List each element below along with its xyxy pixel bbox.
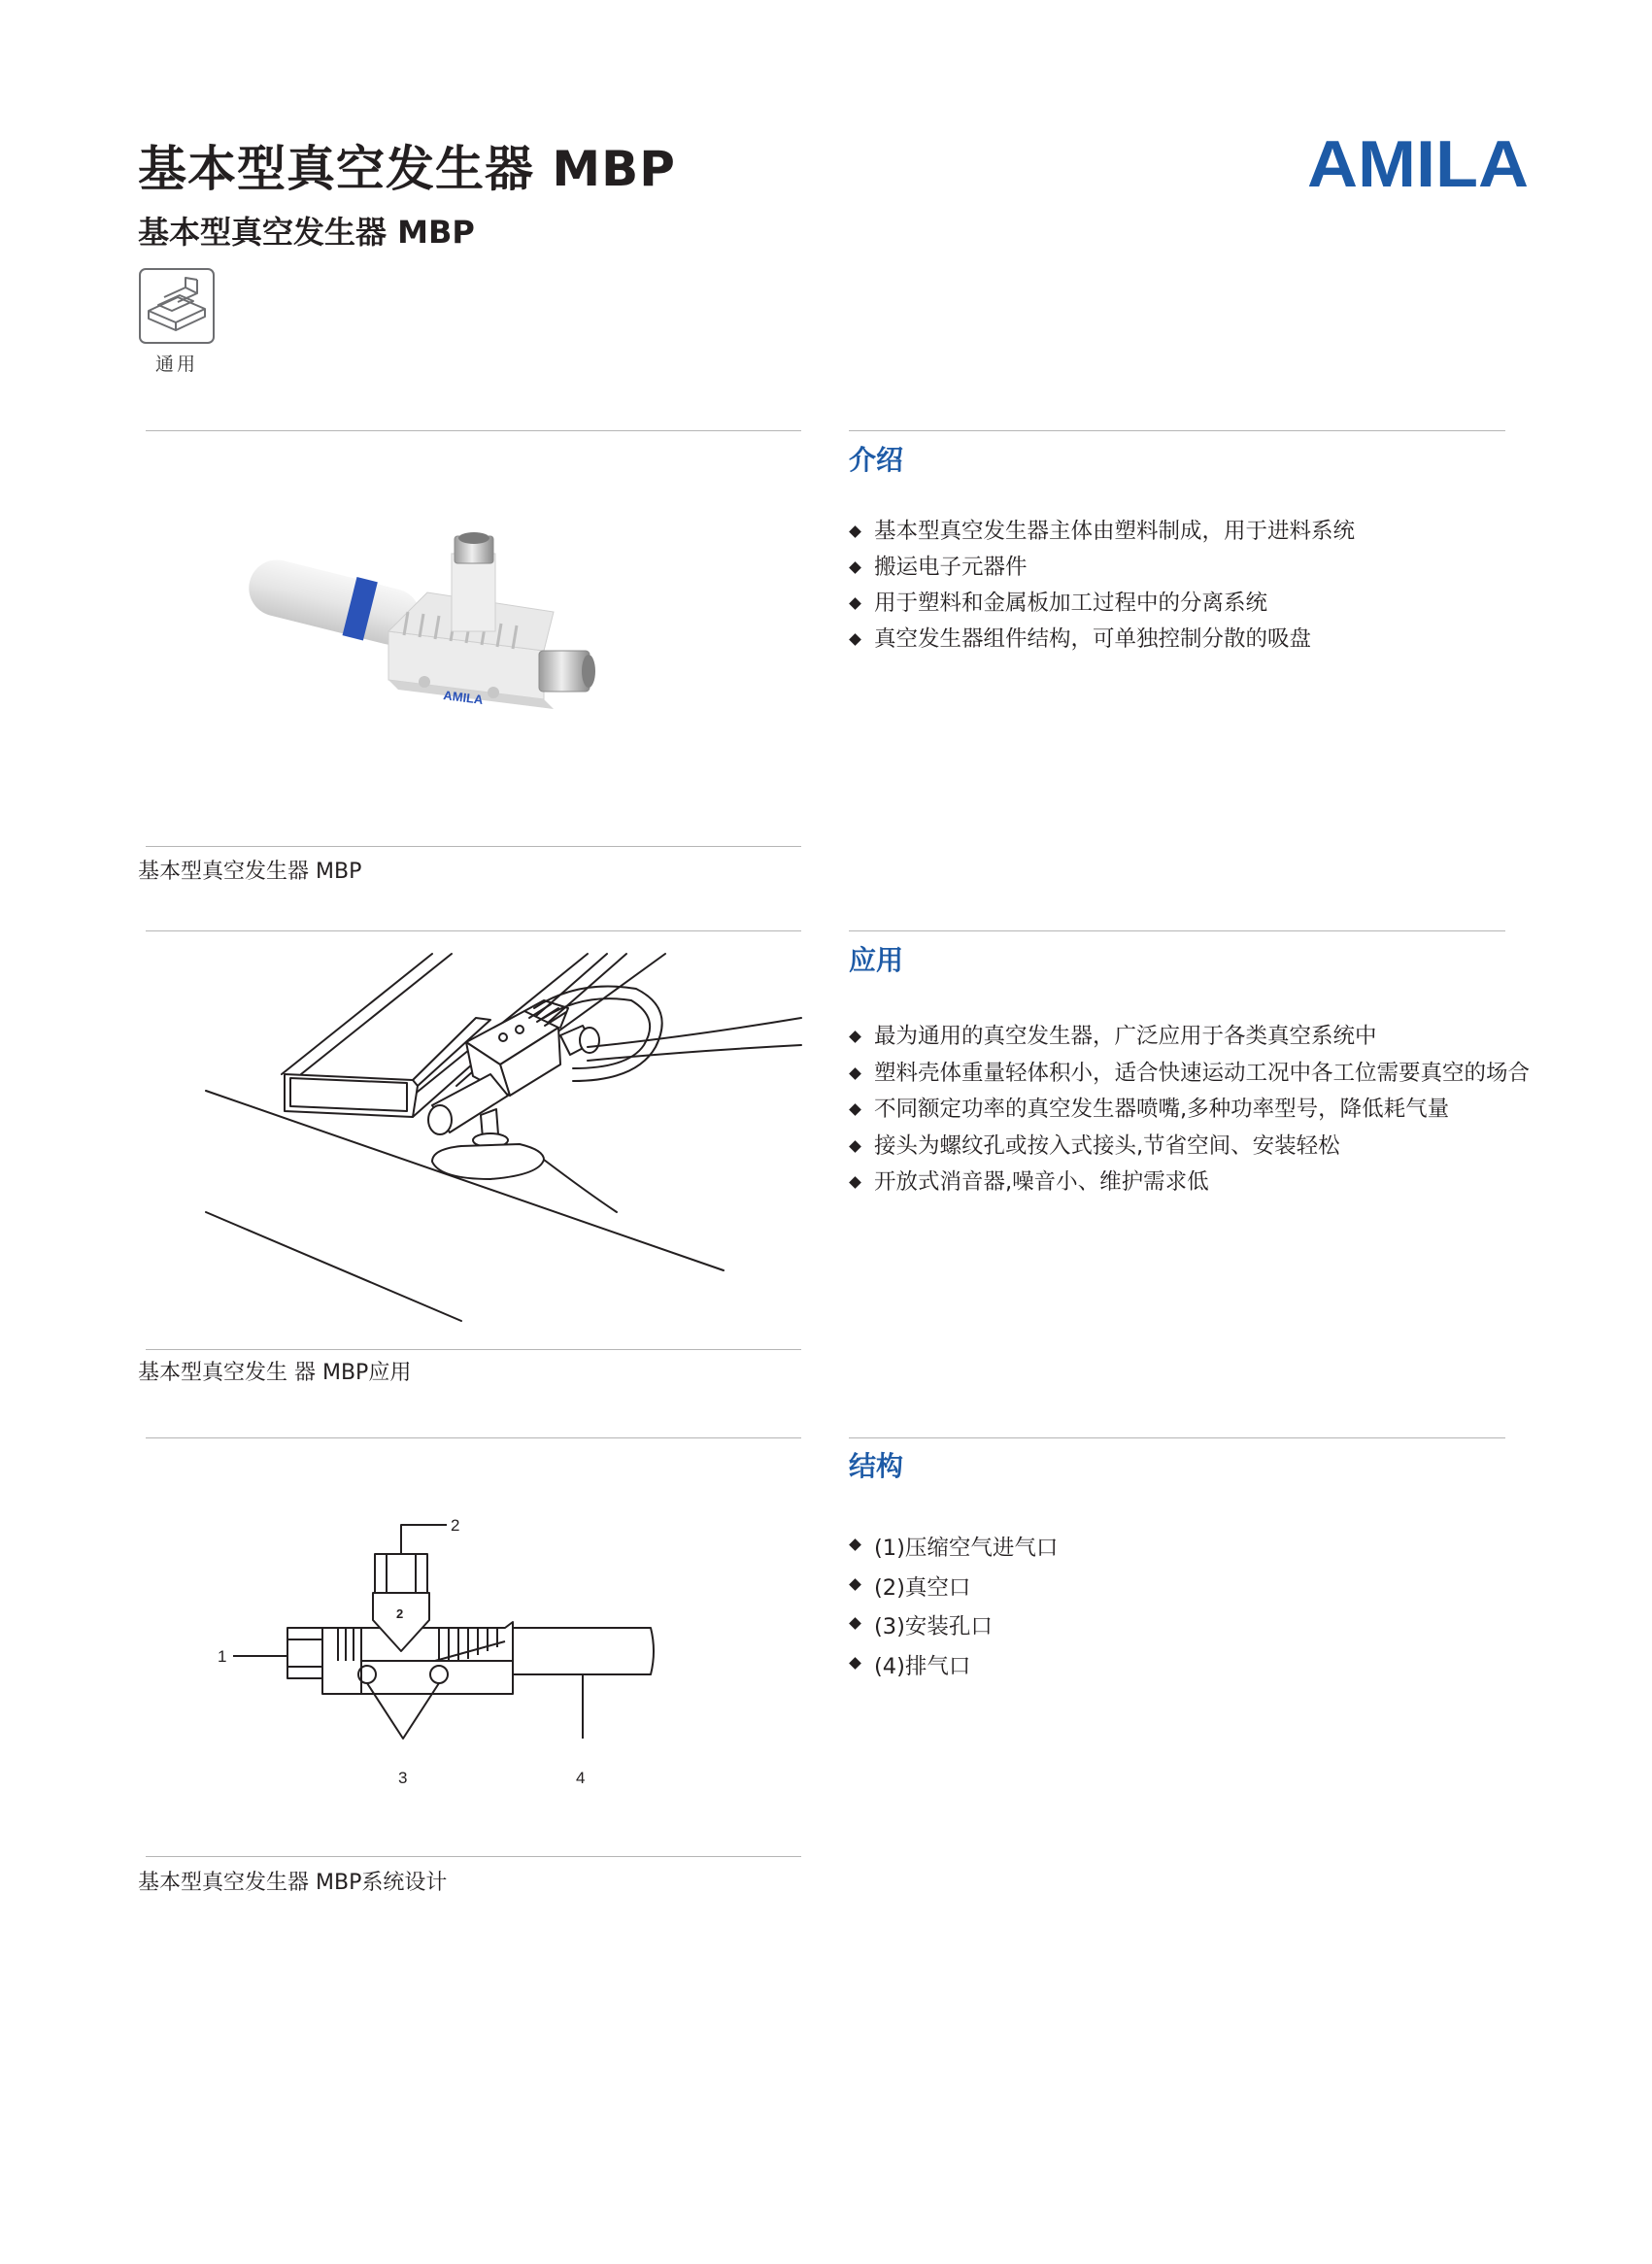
list-item: 塑料壳体重量轻体积小，适合快速运动工况中各工位需要真空的场合 bbox=[849, 1056, 1530, 1093]
list-item: 搬运电子元器件 bbox=[849, 550, 1355, 586]
application-image-caption: 基本型真空发生 器 MBP应用 bbox=[138, 1361, 412, 1385]
intro-heading: 介绍 bbox=[849, 444, 904, 476]
amila-logo bbox=[1303, 126, 1533, 194]
bullet-diamond-icon bbox=[849, 1176, 861, 1189]
callout-3: 3 bbox=[398, 1769, 408, 1787]
structure-image-caption: 基本型真空发生器 MBP系统设计 bbox=[138, 1871, 448, 1895]
list-item: 基本型真空发生器主体由塑料制成，用于进料系统 bbox=[849, 514, 1355, 550]
list-item: 开放式消音器,噪音小、维护需求低 bbox=[849, 1165, 1530, 1201]
intro-text-top-rule bbox=[849, 430, 1505, 431]
logo-text: AMILA bbox=[1307, 127, 1529, 194]
product-brand-mark: AMILA bbox=[442, 688, 485, 707]
intro-image-caption: 基本型真空发生器 MBP bbox=[138, 860, 362, 884]
list-item: (3)安装孔口 bbox=[849, 1607, 1058, 1647]
page-subtitle: 基本型真空发生器 MBP bbox=[138, 214, 475, 251]
application-illustration bbox=[199, 950, 811, 1331]
list-item: 真空发生器组件结构，可单独控制分散的吸盘 bbox=[849, 622, 1355, 658]
intro-image-bottom-rule bbox=[146, 846, 801, 847]
bullet-diamond-icon bbox=[849, 633, 861, 646]
callout-4: 4 bbox=[576, 1769, 586, 1787]
bullet-diamond-icon bbox=[849, 1103, 861, 1116]
intro-image-top-rule bbox=[146, 430, 801, 431]
bullet-diamond-icon bbox=[849, 1578, 861, 1591]
list-item: (1)压缩空气进气口 bbox=[849, 1529, 1058, 1569]
structure-image-top-rule bbox=[146, 1437, 801, 1438]
bullet-diamond-icon bbox=[849, 525, 861, 538]
badge-label: 通用 bbox=[154, 354, 198, 375]
list-item: (4)排气口 bbox=[849, 1647, 1058, 1687]
structure-image-bottom-rule bbox=[146, 1856, 801, 1857]
intro-bullet-list bbox=[849, 514, 1355, 658]
application-heading: 应用 bbox=[849, 944, 904, 976]
bullet-diamond-icon bbox=[849, 1067, 861, 1080]
application-text-top-rule bbox=[849, 930, 1505, 931]
list-item: 用于塑料和金属板加工过程中的分离系统 bbox=[849, 586, 1355, 622]
structure-text-top-rule bbox=[849, 1437, 1505, 1438]
application-image-top-rule bbox=[146, 930, 801, 931]
body-port-label: 2 bbox=[396, 1606, 404, 1621]
structure-bullet-list bbox=[849, 1529, 1058, 1686]
bullet-diamond-icon bbox=[849, 561, 861, 574]
list-item: 不同额定功率的真空发生器喷嘴,多种功率型号，降低耗气量 bbox=[849, 1092, 1530, 1129]
structure-diagram bbox=[214, 1505, 670, 1797]
bullet-diamond-icon bbox=[849, 597, 861, 610]
application-bullet-list bbox=[849, 1019, 1530, 1201]
bullet-diamond-icon bbox=[849, 1140, 861, 1153]
page-title: 基本型真空发生器 MBP bbox=[138, 141, 676, 197]
list-item: 接头为螺纹孔或按入式接头,节省空间、安装轻松 bbox=[849, 1129, 1530, 1166]
vacuum-generator-photo bbox=[233, 515, 622, 748]
bullet-diamond-icon bbox=[849, 1031, 861, 1043]
bullet-diamond-icon bbox=[849, 1538, 861, 1551]
callout-2: 2 bbox=[451, 1516, 460, 1535]
list-item: (2)真空口 bbox=[849, 1569, 1058, 1608]
bullet-diamond-icon bbox=[849, 1657, 861, 1670]
list-item: 最为通用的真空发生器，广泛应用于各类真空系统中 bbox=[849, 1019, 1530, 1056]
callout-1: 1 bbox=[218, 1647, 227, 1666]
application-image-bottom-rule bbox=[146, 1349, 801, 1350]
structure-heading: 结构 bbox=[849, 1450, 904, 1482]
pallet-box-icon bbox=[139, 268, 215, 344]
bullet-diamond-icon bbox=[849, 1617, 861, 1630]
